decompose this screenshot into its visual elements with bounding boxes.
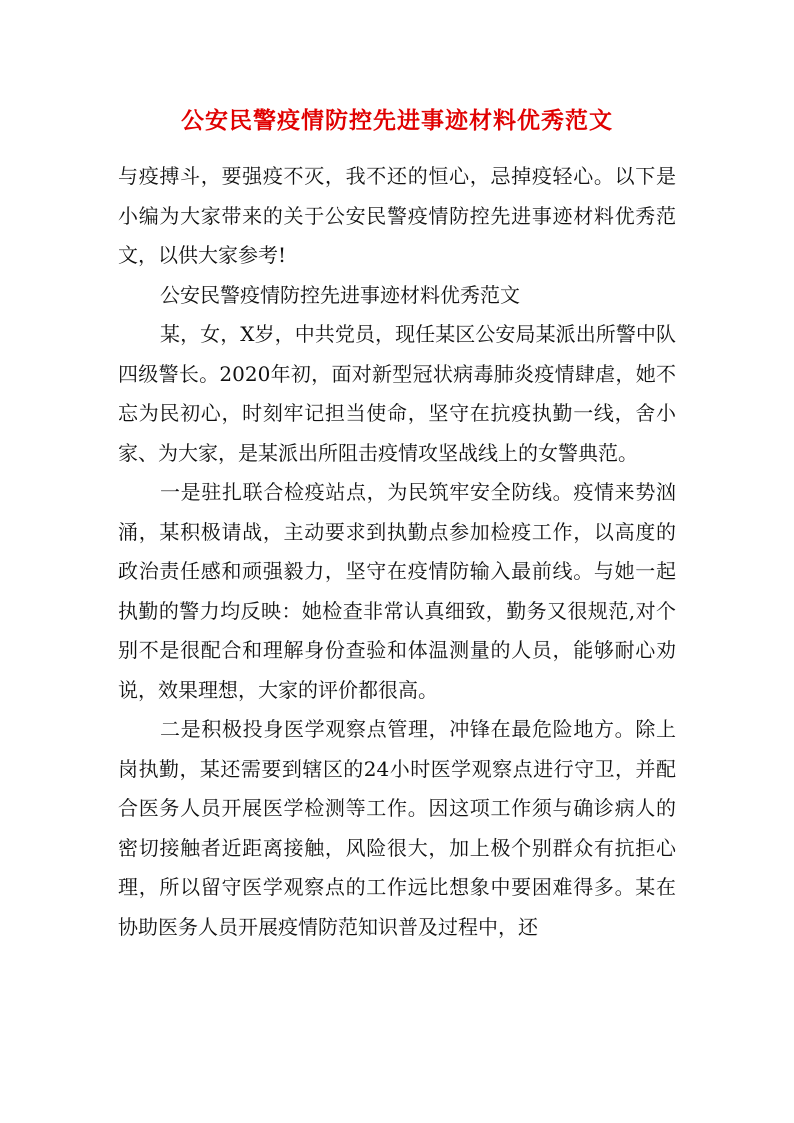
document-body — [118, 157, 676, 947]
point-one-paragraph: 一是驻扎联合检疫站点，为民筑牢安全防线。疫情来势汹涌，某积极请战，主动要求到执勤点参加检疫工作，以高度的政治责任感和顽强毅力，坚守在疫情防输入最前线。与她一起执勤的警力均反映：她检查非常认真细致，勤务又很规范,对个别不是很配合和理解身份查验和体温测量的人员，能够耐心劝说，效果理想，大家的评价都很高。 — [118, 480, 676, 702]
section-heading: 公安民警疫情防控先进事迹材料优秀范文 — [160, 282, 520, 307]
profile-paragraph: 某，女，X岁，中共党员，现任某区公安局某派出所警中队四级警长。2020年初，面对新型冠状病毒肺炎疫情肆虐，她不忘为民初心，时刻牢记担当使命，坚守在抗疫执勤一线，舍小家、为大家，是某派出所阻击疫情攻坚战线上的女警典范。 — [118, 322, 676, 465]
document-title: 公安民警疫情防控先进事迹材料优秀范文 — [181, 107, 613, 134]
point-two-paragraph: 二是积极投身医学观察点管理，冲锋在最危险地方。除上岗执勤，某还需要到辖区的24小时医学观察点进行守卫，并配合医务人员开展医学检测等工作。因这项工作须与确诊病人的密切接触者近距离接触，风险很大，加上极个别群众有抗拒心理，所以留守医学观察点的工作远比想象中要困难得多。某在协助医务人员开展疫情防范知识普及过程中，还 — [118, 717, 676, 939]
intro-paragraph: 与疫搏斗，要强疫不灭，我不还的恒心，忌掉疫轻心。以下是小编为大家带来的关于公安民警疫情防控先进事迹材料优秀范文，以供大家参考! — [118, 164, 676, 267]
